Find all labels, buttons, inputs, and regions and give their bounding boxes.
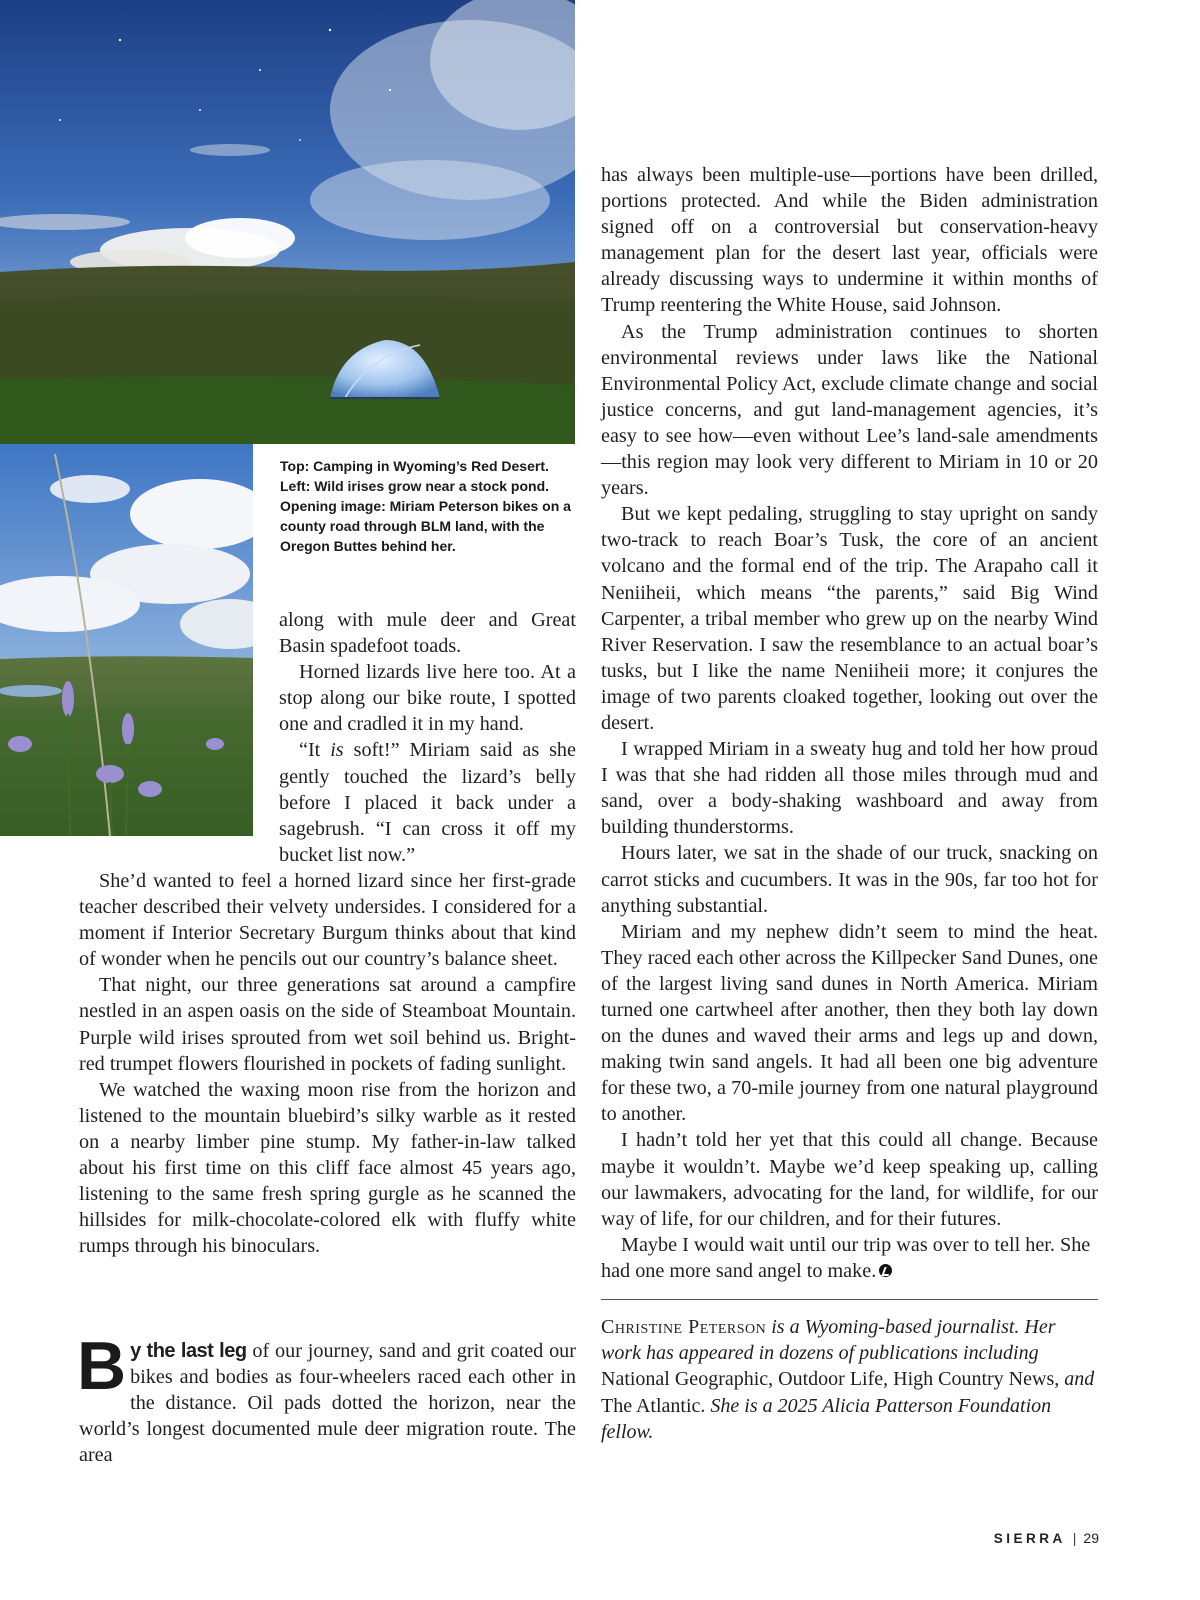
irises-photo-graphic [0, 444, 253, 836]
photo-caption: Top: Camping in Wyoming’s Red Desert. Left: Wild irises grow near a stock pond. Opening image: Miriam Peterson bikes on a county road through BLM land, with the Oregon Buttes behind her. [280, 458, 571, 554]
bio-divider [601, 1299, 1098, 1300]
drop-cap: B [77, 1328, 127, 1404]
paragraph: Miriam and my nephew didn’t seem to mind the heat. They raced each other across the Killpecker Sand Dunes, one of the largest living sand dunes in North America. Miriam turned one cartwheel after another, then they both lay down on the dunes and waved their arms and legs up and down, making twin sand angels. It had all been one big adventure for these two, a 70-mile journey from one natural playground to another. [601, 920, 1098, 1126]
paragraph: But we kept pedaling, struggling to stay upright on sandy two-track to reach Boar’s Tusk, the core of an ancient volcano and the formal end of the trip. The Arapaho call it Neniiheii, which means “the parents,” said Big Wind Carpenter, a tribal member who grew up on the nearby Wind River Reservation. I saw the resemblance to an actual boar’s tusks, but I like the name Neniiheii more; it conjures the image of two parents cloaked together, looking out over the desert. [601, 503, 1098, 734]
quote-start: “It [299, 739, 331, 762]
paragraph: Horned lizards live here too. At a stop along our bike route, I spotted one and cradled it in my hand. [279, 661, 576, 736]
right-column [601, 162, 1098, 1284]
section-two [77, 1328, 577, 1468]
page-footer [994, 1530, 1099, 1546]
section-text: of our journey, sand and grit coated our bikes and bodies as four-wheelers raced each other in the distance. Oil pads dotted the horizon, near the world’s longest documented mule deer migration route. The area [79, 1340, 577, 1467]
paragraph: That night, our three generations sat around a campfire nestled in an aspen oasis on the side of Steamboat Mountain. Purple wild irises sprouted from wet soil behind us. Bright-red trumpet flowers flourished in pockets of fading sunlight. [79, 974, 576, 1075]
camping-photo [0, 0, 575, 444]
bio-text: is a Wyoming-based journalist. Her work has appeared in dozens of publications including [601, 1316, 1056, 1365]
paragraph: has always been multiple-use—portions have been drilled, portions protected. And while the Biden administration signed off on a controversial but conservation-heavy management plan for the desert last year, officials were already discussing ways to undermine it within months of Trump reentering the White House, said Johnson. [601, 164, 1098, 317]
paragraph: She’d wanted to feel a horned lizard since her first-grade teacher described their velvety undersides. I considered for a moment if Interior Secretary Burgum thinks about that kind of wonder when he pencils out our country’s balance sheet. [79, 870, 576, 971]
author-name: Christine Peterson [601, 1316, 767, 1338]
paragraph: along with mule deer and Great Basin spadefoot toads. [279, 609, 576, 658]
paragraph [601, 1232, 1098, 1284]
end-mark-icon [879, 1264, 892, 1277]
footer-separator: | [1072, 1530, 1077, 1546]
camping-photo-graphic [0, 0, 575, 444]
bio-text: and [1059, 1368, 1095, 1391]
paragraph: I hadn’t told her yet that this could all change. Because maybe it wouldn’t. Maybe we’d keep speaking up, calling our lawmakers, advocating for the land, for wildlife, for our way of life, for our children, and for their futures. [601, 1129, 1098, 1230]
paragraph [279, 737, 576, 867]
paragraph: I wrapped Miriam in a sweaty hug and told her how proud I was that she had ridden all those miles through mud and sand, over a body-shaking washboard and away from building thunderstorms. [601, 738, 1098, 839]
publication: The Atlantic. [601, 1394, 706, 1417]
paragraph: As the Trump administration continues to shorten environmental reviews under laws like the National Environmental Policy Act, exclude climate change and social justice concerns, and gut land-management agencies, it’s easy to see how—even without Lee’s land-sale amendments—this region may look very different to Miriam in 10 or 20 years. [601, 320, 1098, 500]
narrow-column [279, 607, 576, 868]
magazine-name: SIERRA [993, 1531, 1066, 1546]
publication-list: National Geographic, Outdoor Life, High Country News, [601, 1368, 1060, 1391]
emphasis-text: is [330, 739, 344, 762]
paragraph [77, 1328, 577, 1468]
lead-in: y the last leg [130, 1340, 247, 1362]
quote-rest: soft!” Miriam said as she gently touched the lizard’s belly before I placed it back under a sagebrush. “I can cross it off my bucket list now.” [279, 739, 576, 866]
author-bio [601, 1314, 1098, 1445]
irises-photo [0, 444, 253, 836]
paragraph: We watched the waxing moon rise from the horizon and listened to the mountain bluebird’s silky warble as it rested on a nearby limber pine stump. My father-in-law talked about his first time on this cliff face almost 45 years ago, listening to the same fresh spring gurgle as he scanned the hillsides for milk-chocolate-colored elk with fluffy white rumps through his binoculars. [79, 1078, 576, 1258]
page-number: 29 [1083, 1530, 1099, 1546]
left-column [79, 868, 576, 1259]
paragraph: Hours later, we sat in the shade of our truck, snacking on carrot sticks and cucumbers. It was in the 90s, far too hot for anything substantial. [601, 842, 1098, 917]
bio-text: She is a 2025 Alicia Patterson Foundation fellow. [601, 1394, 1052, 1443]
final-text: Maybe I would wait until our trip was over to tell her. She had one more sand angel to make. [601, 1233, 1091, 1282]
